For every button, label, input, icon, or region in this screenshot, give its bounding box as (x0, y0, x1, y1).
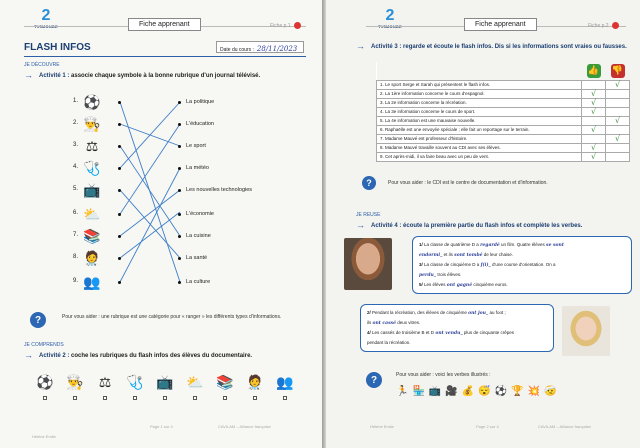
table-row (377, 125, 630, 134)
completed-verb: regardé (480, 243, 500, 248)
rubrique-label: La culture (186, 279, 211, 285)
symbol-number: 9. (72, 278, 78, 284)
bubble-line: 4/ Les cassés de troisième B et D ont vendu_ plus de cinquante crêpes (367, 330, 514, 336)
completed-verb: f(i)_ (480, 263, 491, 268)
rubrique-checkbox[interactable] (43, 396, 47, 400)
footer-page: Page 2 sur 4 (476, 424, 499, 429)
books-icon: 📚 (216, 373, 234, 390)
match-dot-right[interactable] (178, 101, 181, 104)
statement-text: 2. La 1ère information concerne le cours d'espagnol. (377, 89, 582, 98)
match-dot-left[interactable] (118, 213, 121, 216)
symbol-number: 3. (72, 142, 78, 148)
true-check-cell[interactable] (582, 80, 606, 89)
thumbs-up-icon: 👍 (587, 65, 600, 76)
girl-photo (562, 306, 610, 356)
rubrique-checkbox[interactable] (193, 396, 197, 400)
soccer-ball-icon: ⚽ (83, 93, 101, 110)
arrow-icon: → (24, 70, 33, 80)
match-dot-left[interactable] (118, 235, 121, 238)
chef-icon: 👨‍🍳 (66, 373, 84, 390)
match-dot-right[interactable] (178, 213, 181, 216)
false-check-cell[interactable]: √ (606, 134, 630, 143)
match-dot-left[interactable] (118, 123, 121, 126)
section-je-decouvre: JE DÉCOUVRE (24, 62, 60, 68)
balance-icon: ⚖ (98, 373, 112, 390)
section-je-comprends: JE COMPRENDS (24, 342, 64, 348)
true-check-cell[interactable]: √ (582, 98, 606, 107)
stethoscope-icon: 🩺 (126, 373, 144, 390)
statement-text: 9. Cet après-midi, il va faire beau avec un peu de vent. (377, 152, 582, 161)
rubrique-label: La météo (186, 165, 209, 171)
symbol-number: 5. (72, 186, 78, 192)
true-check-cell[interactable]: √ (582, 143, 606, 152)
books-icon: 📚 (83, 227, 101, 244)
fiche-label: Fiche apprenant (464, 18, 537, 31)
statement-text: 3. La 2e information concerne la récréation. (377, 98, 582, 107)
statement-text: 5. La 4e information est une mauvaise nouvelle. (377, 116, 582, 125)
completed-verb: ont cassé (372, 321, 397, 326)
symbol-number: 7. (72, 232, 78, 238)
running-icon: 🏃 (396, 385, 409, 397)
activity-2: → Activité 2 : coche les rubriques du flash infos des élèves du documentaire. (24, 350, 253, 360)
rubrique-checkbox[interactable] (163, 396, 167, 400)
shop-icon: 🏪 (412, 385, 425, 397)
rubrique-label: L'économie (186, 211, 214, 217)
people-icon: 👥 (83, 273, 101, 290)
camera-icon: 🎥 (445, 385, 458, 397)
chef-icon: 👨‍🍳 (83, 115, 101, 132)
thumbs-down-icon: 👎 (611, 65, 624, 76)
match-dot-right[interactable] (178, 167, 181, 170)
activity-4: → Activité 4 : écoute la première partie du flash infos et complète les verbes. (356, 220, 583, 230)
footer-author: Hélène Emile (32, 434, 56, 439)
weather-icon: ⛅ (186, 373, 204, 390)
activity-1: → Activité 1 : associe chaque symbole à la bonne rubrique d'un journal télévisé. (24, 70, 261, 80)
rubrique-checkbox[interactable] (253, 396, 257, 400)
header-right: Fiche p.2 (588, 22, 619, 29)
money-bag-icon: 💰 (461, 385, 475, 397)
right-page (326, 0, 640, 448)
bubble-line: pendant la récréation. (367, 340, 411, 345)
footer-page: Page 1 sur 4 (150, 424, 173, 429)
rubrique-label: Les nouvelles technologies (186, 187, 253, 193)
true-check-cell[interactable]: √ (582, 89, 606, 98)
symbol-number: 8. (72, 254, 78, 260)
match-dot-left[interactable] (118, 101, 121, 104)
bubble-line: endormi_ et ils sont tombé de leur chaise. (419, 252, 514, 258)
false-check-cell[interactable] (606, 143, 630, 152)
table-row (377, 116, 630, 125)
match-dot-left[interactable] (118, 257, 121, 260)
true-check-cell[interactable]: √ (582, 152, 606, 161)
doctor-icon: 🧑‍⚕️ (246, 373, 264, 390)
true-check-cell[interactable] (582, 116, 606, 125)
completed-verb: ont gagné (446, 283, 473, 288)
match-dot-left[interactable] (118, 145, 121, 148)
people-icon: 👥 (276, 373, 294, 390)
completed-verb: endormi_ (419, 253, 443, 258)
boy-photo (344, 238, 392, 290)
footer-org: CAVILAM – Alliance française (218, 424, 271, 429)
speech-bubble-2 (360, 304, 554, 352)
table-row (377, 98, 630, 107)
symbol-number: 6. (72, 210, 78, 216)
bubble-line: ils ont cassé deux vitres. (367, 320, 421, 326)
false-check-cell[interactable]: √ (606, 80, 630, 89)
false-check-cell[interactable] (606, 98, 630, 107)
match-dot-right[interactable] (178, 281, 181, 284)
table-row (377, 134, 630, 143)
bubble-line: 2/ Pendant la récréation, des élèves de cinquième ont jou_ au foot ; (367, 310, 506, 316)
date-value: 28/11/2023 (256, 45, 298, 53)
false-check-cell[interactable] (606, 152, 630, 161)
completed-verb: perdu_ (419, 273, 437, 278)
table-row (377, 107, 630, 116)
fiche-label: Fiche apprenant (128, 18, 201, 31)
tv5monde-logo: 2 (41, 7, 51, 24)
symbol-number: 4. (72, 164, 78, 170)
statement-text: 8. Madame Mauvé travaille souvent au CDI avec ses élèves. (377, 143, 582, 152)
completed-verb: se sont (546, 243, 564, 248)
arrow-icon: → (356, 220, 365, 230)
match-dot-left[interactable] (118, 189, 121, 192)
section-je-reuse: JE REUSE (356, 212, 381, 218)
activity-3: → Activité 3 : regarde et écoute le flash infos. Dis si les informations sont vraies ou fausses. (356, 41, 627, 51)
help-text-3: Pour vous aider : voici les verbes illustrés : (396, 372, 491, 378)
bubble-line: 1/ La classe de quatrième D a regardé un film. Quatre élèves se sont (419, 242, 564, 248)
rubrique-label: Le sport (186, 143, 206, 149)
tv-screen-icon: 📺 (83, 181, 101, 198)
help-text-1: Pour vous aider : une rubrique est une catégorie pour « ranger » les différents types d'informations. (62, 314, 282, 320)
weather-icon: ⛅ (83, 205, 101, 222)
help-icon: ? (362, 176, 376, 190)
completed-verb: sont tombé (454, 253, 483, 258)
bubble-line: 5/ Les élèves ont gagné cinquième euros. (419, 282, 508, 288)
doctor-icon: 🧑‍⚕️ (83, 249, 101, 266)
balance-icon: ⚖ (85, 137, 99, 154)
match-dot-right[interactable] (178, 235, 181, 238)
symbol-number: 2. (72, 120, 78, 126)
footer-author: Hélène Emile (370, 424, 394, 429)
help-icon: ? (366, 372, 382, 388)
table-row (377, 143, 630, 152)
arrow-icon: → (356, 41, 365, 51)
rubrique-checkbox[interactable] (103, 396, 107, 400)
tv-screen-icon: 📺 (156, 373, 174, 390)
true-check-cell[interactable]: √ (582, 125, 606, 134)
false-check-cell[interactable] (606, 125, 630, 134)
broken-icon: 💥 (527, 385, 541, 397)
page-title: FLASH INFOS (24, 42, 91, 53)
tv5monde-logo: 2 (385, 7, 395, 24)
soccer-ball-icon: ⚽ (36, 373, 54, 390)
soccer-icon: ⚽ (494, 385, 508, 397)
trophy-icon: 🏆 (511, 385, 524, 397)
rubrique-checkbox[interactable] (223, 396, 227, 400)
match-dot-right[interactable] (178, 123, 181, 126)
table-row (377, 152, 630, 161)
header-right: Fiche p.1 (270, 22, 301, 29)
false-check-cell[interactable] (606, 89, 630, 98)
rubrique-label: La politique (186, 99, 215, 105)
true-check-cell[interactable] (582, 134, 606, 143)
false-check-cell[interactable]: √ (606, 116, 630, 125)
completed-verb: ont jou_ (468, 311, 489, 316)
arrow-icon: → (24, 350, 33, 360)
match-dot-right[interactable] (178, 189, 181, 192)
rubrique-label: La santé (186, 255, 208, 261)
table-row (377, 89, 630, 98)
help-text-2: Pour vous aider : le CDI est le centre de documentation et d'information. (388, 180, 548, 186)
match-dot-left[interactable] (118, 167, 121, 170)
table-row (377, 80, 630, 89)
statement-text: 4. La 3e information concerne le cours de sport. (377, 107, 582, 116)
bubble-line: 3/ La classe de cinquième D a f(i)_ d'une course d'orientation. On a (419, 262, 556, 268)
tv-icon: 📺 (428, 385, 442, 397)
sleep-icon: 😴 (478, 385, 491, 397)
statement-text: 6. Raphaëlle est une envoyée spéciale ; elle fait un reportage sur le terrain. (377, 125, 582, 134)
false-check-cell[interactable] (606, 107, 630, 116)
statement-text: 1. Le sport Serge et Sarah qui présentent le flash infos. (377, 80, 582, 89)
match-dot-right[interactable] (178, 145, 181, 148)
stethoscope-icon: 🩺 (83, 159, 101, 176)
true-check-cell[interactable]: √ (582, 107, 606, 116)
footer-org: CAVILAM – Alliance française (538, 424, 591, 429)
help-icon: ? (30, 312, 46, 328)
match-dot-left[interactable] (118, 281, 121, 284)
match-dot-right[interactable] (178, 257, 181, 260)
statement-text: 7. Madame Mauvé est professeur d'histoire. (377, 134, 582, 143)
rubrique-checkbox[interactable] (283, 396, 287, 400)
true-false-table (376, 62, 630, 162)
rubrique-checkbox[interactable] (133, 396, 137, 400)
rubrique-label: L'éducation (186, 121, 214, 127)
fall-icon: 🤕 (544, 385, 557, 397)
completed-verb: ont vendu_ (435, 331, 463, 336)
rubrique-checkbox[interactable] (73, 396, 77, 400)
bubble-line: perdu_ trois élèves. (419, 272, 462, 278)
date-box[interactable]: Date du cours : 28/11/2023 (216, 41, 304, 53)
rubrique-label: La cuisine (186, 233, 211, 239)
speech-bubble-1 (412, 236, 632, 294)
verb-icons-row (396, 384, 616, 398)
symbol-number: 1. (72, 98, 78, 104)
